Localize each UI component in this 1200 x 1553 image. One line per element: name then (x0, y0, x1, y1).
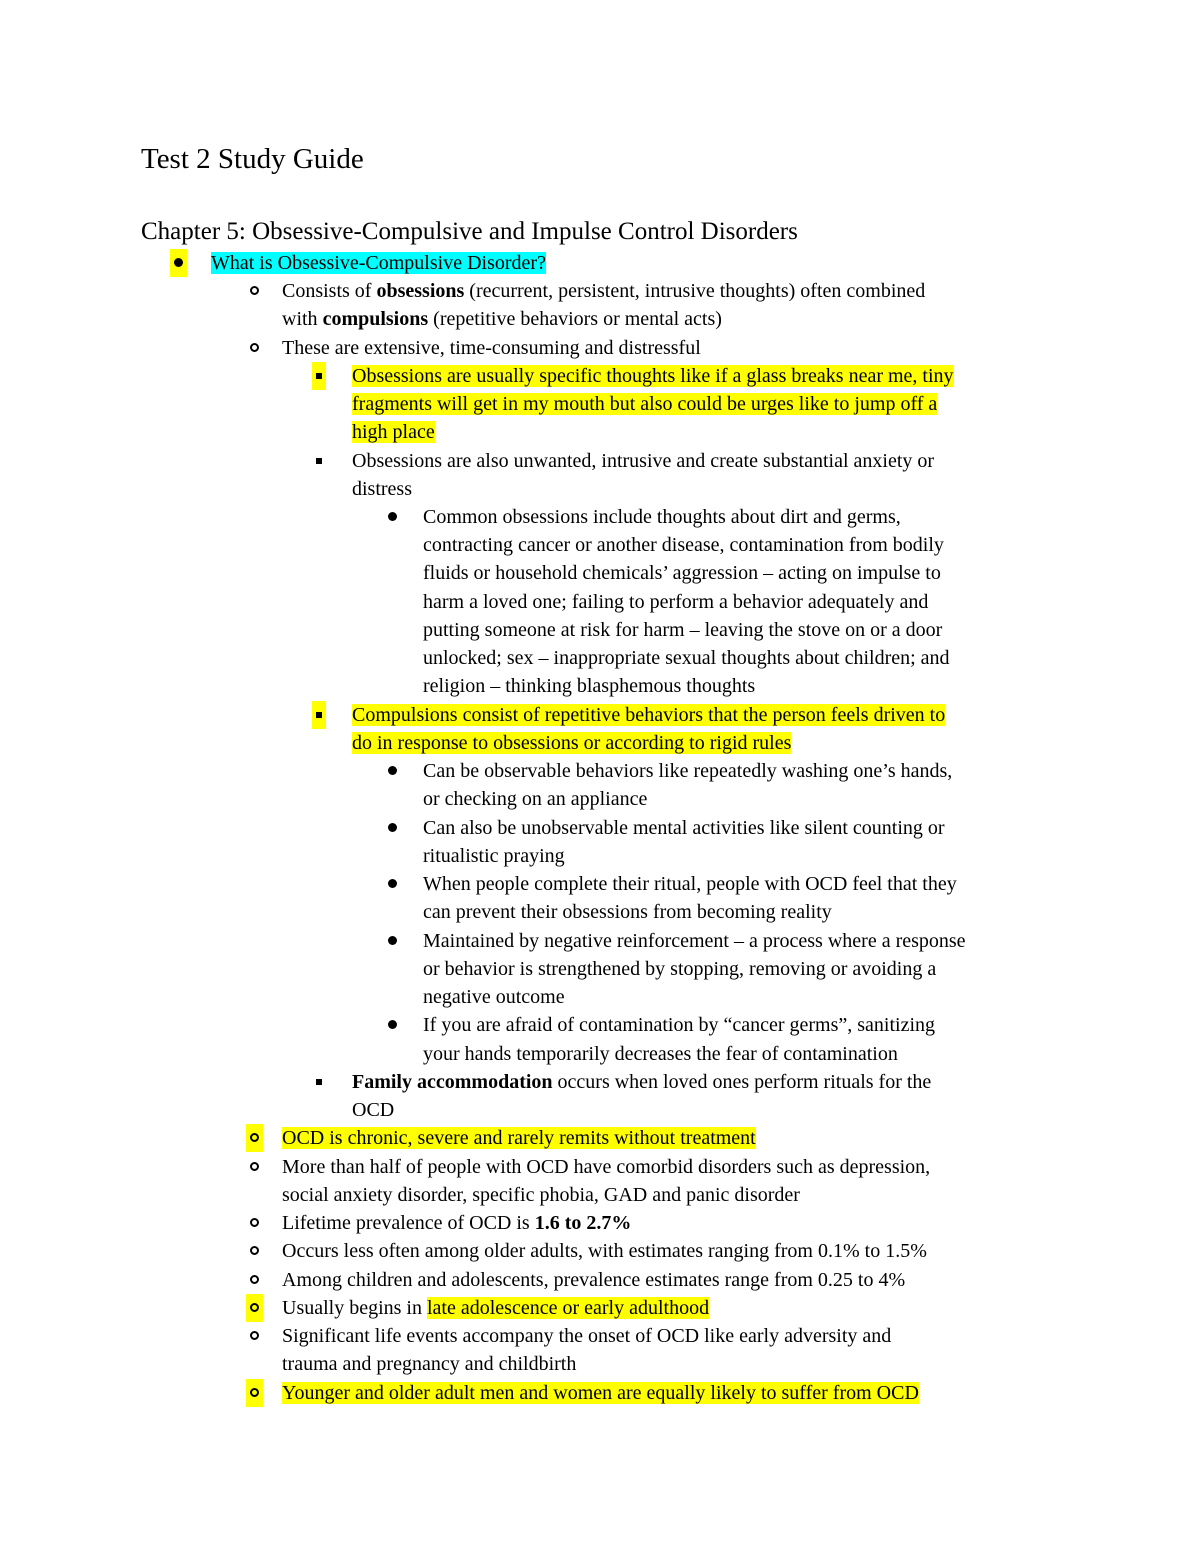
list-item-continuation: harm a loved one; failing to perform a behavior adequately and (423, 591, 929, 613)
list-item-continuation: social anxiety disorder, specific phobia, GAD and panic disorder (282, 1184, 800, 1206)
list-item-continuation: do in response to obsessions or according to rigid rules (352, 732, 792, 754)
cyan-highlight-text: What is Obsessive-Compulsive Disorder? (211, 252, 546, 274)
square-bullet-icon (312, 362, 326, 390)
list-item: Consists of obsessions (recurrent, persistent, intrusive thoughts) often combined (282, 280, 926, 302)
ring-bullet-icon (250, 1322, 259, 1350)
list-item: Usually begins in late adolescence or early adulthood (282, 1297, 710, 1319)
ring-bullet-icon (250, 1209, 259, 1237)
disc-bullet-icon (388, 757, 397, 785)
list-item-continuation: negative outcome (423, 986, 565, 1008)
ring-bullet-icon (250, 1153, 259, 1181)
disc-bullet-icon (170, 249, 187, 277)
list-item-continuation: or behavior is strengthened by stopping, removing or avoiding a (423, 958, 937, 980)
list-item: Maintained by negative reinforcement – a process where a response (423, 930, 966, 952)
square-bullet-icon (316, 447, 322, 475)
ring-bullet-icon (246, 1124, 263, 1152)
list-item-continuation: or checking on an appliance (423, 788, 648, 810)
list-item: Among children and adolescents, prevalence estimates range from 0.25 to 4% (282, 1269, 906, 1291)
list-item-continuation: trauma and pregnancy and childbirth (282, 1353, 577, 1375)
square-bullet-icon (312, 701, 326, 729)
list-item: Common obsessions include thoughts about dirt and germs, (423, 506, 901, 528)
ring-bullet-icon (250, 277, 259, 305)
list-item: Can be observable behaviors like repeatedly washing one’s hands, (423, 760, 953, 782)
ring-bullet-icon (250, 334, 259, 362)
disc-bullet-icon (388, 927, 397, 955)
disc-bullet-icon (388, 870, 397, 898)
list-item: Significant life events accompany the onset of OCD like early adversity and (282, 1325, 892, 1347)
disc-bullet-icon (388, 503, 397, 531)
list-item-continuation: religion – thinking blasphemous thoughts (423, 675, 756, 697)
disc-bullet-icon (388, 814, 397, 842)
ring-bullet-icon (250, 1237, 259, 1265)
ring-bullet-icon (246, 1379, 263, 1407)
list-item: Lifetime prevalence of OCD is 1.6 to 2.7% (282, 1212, 632, 1234)
list-item-continuation: distress (352, 478, 412, 500)
list-item-continuation: contracting cancer or another disease, contamination from bodily (423, 534, 944, 556)
ring-bullet-icon (246, 1294, 263, 1322)
list-item: If you are afraid of contamination by “cancer germs”, sanitizing (423, 1014, 936, 1036)
list-item-continuation: your hands temporarily decreases the fear of contamination (423, 1043, 898, 1065)
list-item-continuation: putting someone at risk for harm – leaving the stove on or a door (423, 619, 943, 641)
ring-bullet-icon (250, 1266, 259, 1294)
list-item: Can also be unobservable mental activities like silent counting or (423, 817, 945, 839)
list-item-continuation: OCD (352, 1099, 395, 1121)
list-item: OCD is chronic, severe and rarely remits without treatment (282, 1127, 756, 1149)
list-item: These are extensive, time-consuming and distressful (282, 337, 701, 359)
list-item-continuation: ritualistic praying (423, 845, 565, 867)
list-item: Younger and older adult men and women are equally likely to suffer from OCD (282, 1382, 919, 1404)
list-item: When people complete their ritual, people with OCD feel that they (423, 873, 957, 895)
disc-bullet-icon (388, 1011, 397, 1039)
list-item (211, 249, 546, 277)
list-item-continuation: high place (352, 421, 435, 443)
list-item-continuation: can prevent their obsessions from becoming reality (423, 901, 832, 923)
list-item-continuation: fluids or household chemicals’ aggression – acting on impulse to (423, 562, 941, 584)
list-item-continuation: with compulsions (repetitive behaviors or mental acts) (282, 308, 722, 330)
list-item: Obsessions are also unwanted, intrusive and create substantial anxiety or (352, 450, 935, 472)
document-title: Test 2 Study Guide (141, 143, 364, 175)
list-item: More than half of people with OCD have comorbid disorders such as depression, (282, 1156, 931, 1178)
chapter-heading: Chapter 5: Obsessive-Compulsive and Impulse Control Disorders (141, 218, 798, 245)
list-item: Obsessions are usually specific thoughts like if a glass breaks near me, tiny (352, 365, 954, 387)
list-item: Family accommodation occurs when loved ones perform rituals for the (352, 1071, 932, 1093)
list-item-continuation: fragments will get in my mouth but also could be urges like to jump off a (352, 393, 938, 415)
square-bullet-icon (316, 1068, 322, 1096)
list-item-continuation: unlocked; sex – inappropriate sexual thoughts about children; and (423, 647, 950, 669)
list-item: Compulsions consist of repetitive behaviors that the person feels driven to (352, 704, 946, 726)
list-item: Occurs less often among older adults, with estimates ranging from 0.1% to 1.5% (282, 1240, 927, 1262)
